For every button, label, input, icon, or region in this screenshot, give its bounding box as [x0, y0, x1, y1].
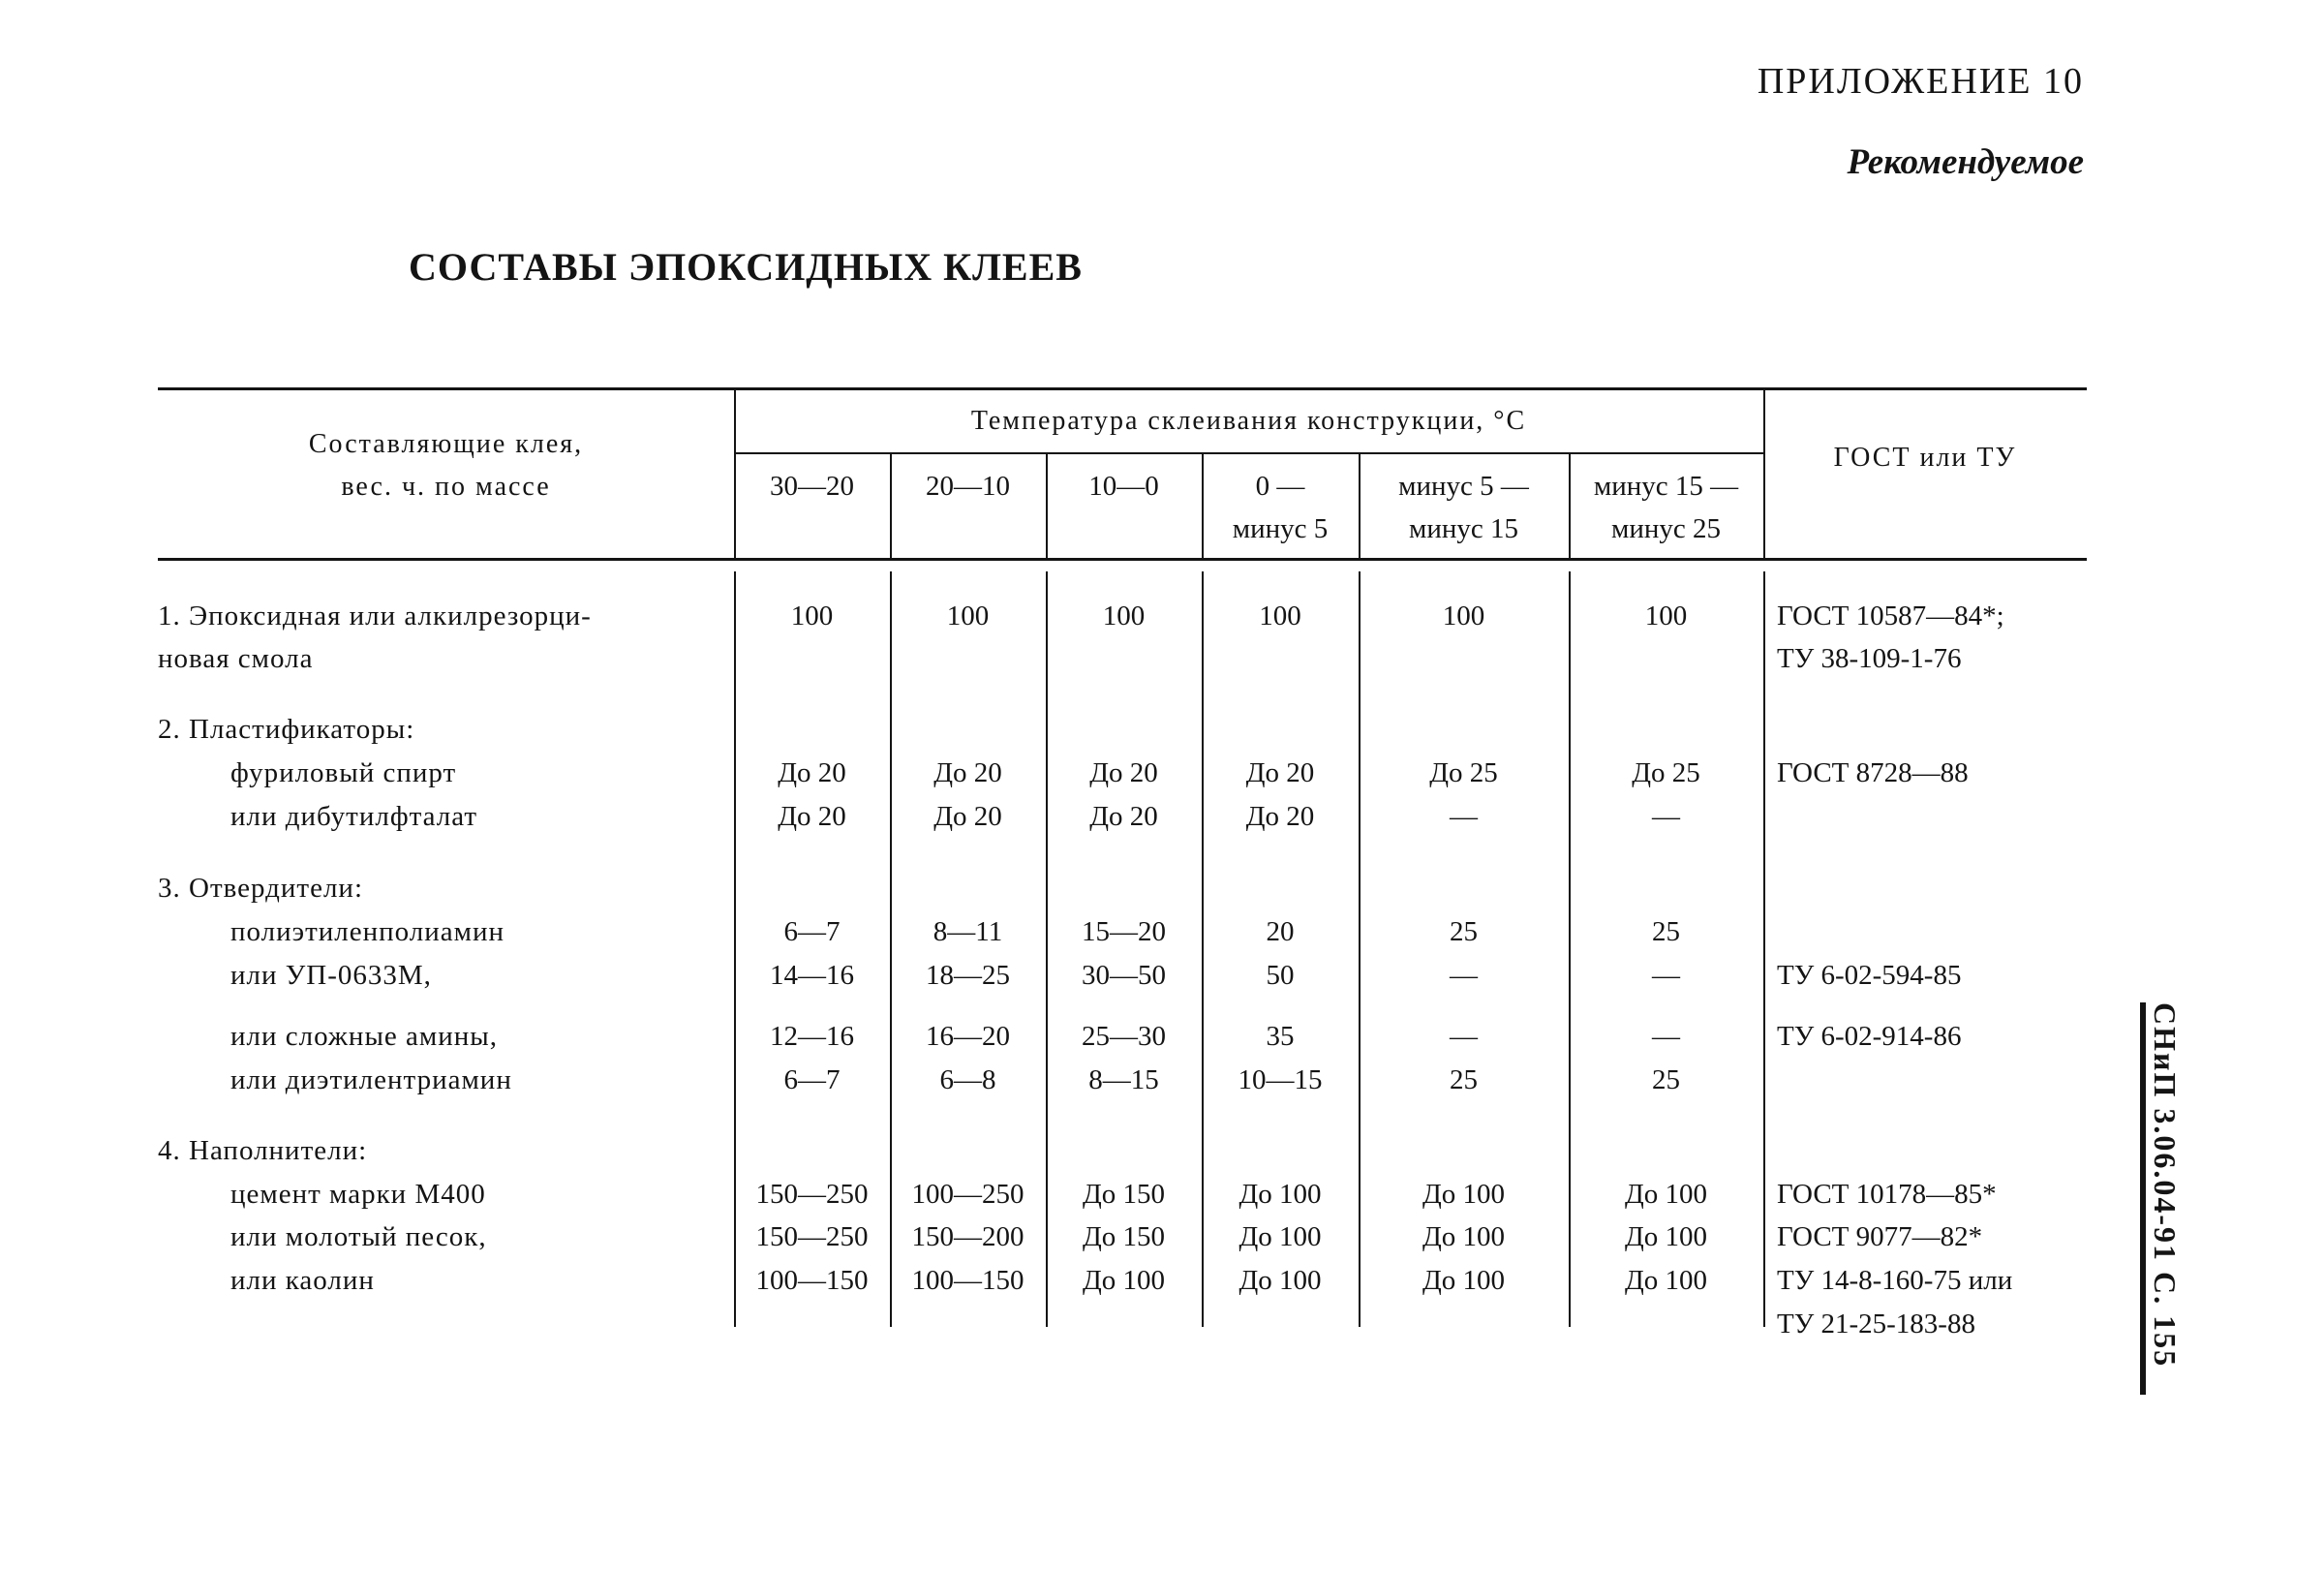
table-cell: 150—250	[755, 1221, 869, 1252]
table-cell: 50	[1266, 960, 1295, 991]
table-cell: До 20	[1245, 801, 1315, 832]
table-cell: До 150	[1082, 1179, 1166, 1210]
table-cell: 35	[1266, 1021, 1295, 1052]
gost-cell: ГОСТ 10587—84*;	[1777, 600, 2004, 631]
table-cell: 100—150	[755, 1265, 869, 1296]
table-cell: 6—7	[783, 1064, 841, 1095]
table-cell: До 20	[778, 757, 846, 788]
table-cell: До 100	[1422, 1265, 1506, 1296]
table-cell: —	[1450, 960, 1478, 991]
row-label: или дибутилфталат	[230, 801, 478, 832]
table-cell: —	[1450, 801, 1478, 832]
table-cell: До 100	[1422, 1221, 1506, 1252]
gost-cell: ТУ 38-109-1-76	[1777, 643, 1962, 674]
row-label: новая смола	[158, 643, 314, 674]
table-cell: 14—16	[770, 960, 854, 991]
table-cell: 6—8	[939, 1064, 996, 1095]
table-cell: 8—15	[1088, 1064, 1159, 1095]
gost-cell: ТУ 14-8-160-75 или	[1777, 1265, 2013, 1296]
table-cell: 100	[1644, 600, 1688, 631]
table-cell: 150—250	[755, 1179, 869, 1210]
row-label: цемент марки М400	[230, 1179, 486, 1210]
header-bottom-rule	[158, 558, 2087, 561]
temp-range-header: 20—10	[926, 471, 1010, 502]
temp-range-header: минус 5 —	[1398, 471, 1529, 502]
table-cell: 15—20	[1082, 916, 1166, 947]
temp-range-header: минус 15 —	[1593, 471, 1739, 502]
row-label: 2. Пластификаторы:	[158, 714, 415, 745]
row-label: фуриловый спирт	[230, 757, 457, 788]
gost-cell: ТУ 21-25-183-88	[1777, 1308, 1975, 1339]
gost-cell: ТУ 6-02-914-86	[1777, 1021, 1962, 1052]
side-reference-bar	[2140, 1002, 2146, 1395]
table-cell: 25	[1450, 1064, 1478, 1095]
table-cell: 100—250	[911, 1179, 1024, 1210]
table-cell: —	[1652, 960, 1680, 991]
temp-range-header: 10—0	[1088, 471, 1159, 502]
table-cell: 100	[1102, 600, 1146, 631]
table-cell: До 100	[1422, 1179, 1506, 1210]
table-cell: —	[1652, 1021, 1680, 1052]
table-cell: 16—20	[926, 1021, 1010, 1052]
row-label: полиэтиленполиамин	[230, 916, 505, 947]
table-cell: 20	[1266, 916, 1295, 947]
table-cell: До 20	[933, 757, 1002, 788]
row-label: 4. Наполнители:	[158, 1135, 368, 1166]
table-cell: До 100	[1082, 1265, 1166, 1296]
table-cell: До 25	[1632, 757, 1700, 788]
gost-cell: ГОСТ 9077—82*	[1777, 1221, 1983, 1252]
table-cell: 30—50	[1082, 960, 1166, 991]
table-cell: До 100	[1624, 1179, 1708, 1210]
gost-cell: ГОСТ 8728—88	[1777, 757, 1969, 788]
table-cell: До 20	[1245, 757, 1315, 788]
table-cell: До 150	[1082, 1221, 1166, 1252]
table-cell: До 100	[1238, 1221, 1322, 1252]
header-temperature: Температура склеивания конструкции, °С	[970, 406, 1527, 436]
table-cell: 12—16	[770, 1021, 854, 1052]
temp-range-header: 30—20	[770, 471, 854, 502]
table-cell: 8—11	[933, 916, 1003, 947]
row-label: 3. Отвердители:	[158, 873, 363, 904]
table-cell: 25—30	[1082, 1021, 1166, 1052]
table-cell: 100	[790, 600, 834, 631]
table-cell: 100	[1259, 600, 1301, 631]
table-cell: До 100	[1624, 1221, 1708, 1252]
table-cell: 25	[1450, 916, 1478, 947]
temp-header-rule	[734, 452, 1763, 454]
table-cell: —	[1450, 1021, 1478, 1052]
gost-cell: ГОСТ 10178—85*	[1777, 1179, 1997, 1210]
row-label: или каолин	[230, 1265, 375, 1296]
temp-range-header: минус 15	[1408, 513, 1518, 544]
table-cell: 6—7	[783, 916, 841, 947]
table-cell: 100	[1442, 600, 1485, 631]
page-title: СОСТАВЫ ЭПОКСИДНЫХ КЛЕЕВ	[409, 245, 1083, 289]
table-cell: 100	[946, 600, 990, 631]
column-divider	[1763, 571, 1765, 1327]
table-top-rule	[158, 387, 2087, 390]
table-cell: 100—150	[911, 1265, 1024, 1296]
row-label: или сложные амины,	[230, 1021, 499, 1052]
table-cell: До 100	[1238, 1179, 1322, 1210]
temp-range-header: минус 25	[1610, 513, 1721, 544]
row-label: или диэтилентриамин	[230, 1064, 512, 1095]
table-cell: 150—200	[911, 1221, 1024, 1252]
header-components-line: Составляющие клея,	[308, 429, 584, 459]
table-cell: До 20	[1089, 801, 1158, 832]
table-cell: 25	[1652, 1064, 1680, 1095]
temp-range-header: 0 —	[1255, 471, 1305, 502]
temp-range-header: минус 5	[1232, 513, 1329, 544]
header-gost: ГОСТ или ТУ	[1833, 443, 2017, 473]
table-cell: 25	[1652, 916, 1680, 947]
table-cell: До 100	[1238, 1265, 1322, 1296]
appendix-number: ПРИЛОЖЕНИЕ 10	[1757, 61, 2084, 102]
table-cell: До 25	[1429, 757, 1498, 788]
table-cell: До 20	[933, 801, 1002, 832]
table-cell: До 100	[1624, 1265, 1708, 1296]
row-label: или молотый песок,	[230, 1221, 487, 1252]
row-label: 1. Эпоксидная или алкилрезорци-	[158, 600, 592, 631]
gost-cell: ТУ 6-02-594-85	[1777, 960, 1962, 991]
table-cell: 10—15	[1238, 1064, 1323, 1095]
table-cell: 18—25	[926, 960, 1010, 991]
side-reference: СНиП 3.06.04-91 С. 155	[2148, 1002, 2183, 1369]
recommended-label: Рекомендуемое	[1847, 142, 2084, 182]
table-cell: До 20	[1089, 757, 1158, 788]
header-components-line: вес. ч. по массе	[341, 472, 551, 502]
table-cell: —	[1652, 801, 1680, 832]
row-label: или УП-0633М,	[230, 960, 432, 991]
table-cell: До 20	[778, 801, 846, 832]
